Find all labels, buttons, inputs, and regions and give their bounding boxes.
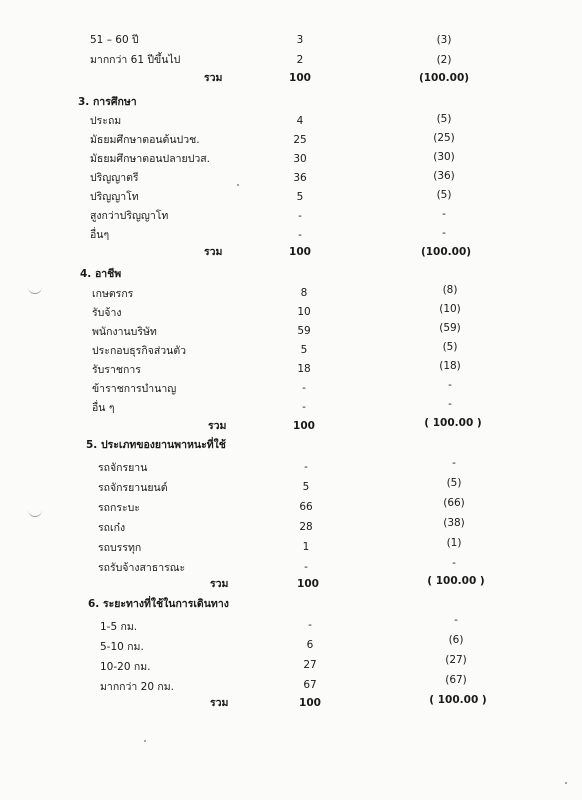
row-percent: - xyxy=(452,557,456,569)
row-count: 4 xyxy=(296,115,304,127)
row-count: 2 xyxy=(296,54,304,66)
row-percent: (2) xyxy=(436,54,452,66)
total-label: รวม xyxy=(208,420,227,432)
row-count: 8 xyxy=(300,287,308,299)
row-count: - xyxy=(304,561,308,573)
row-count: 6 xyxy=(306,639,314,651)
row-label: อื่น ๆ xyxy=(92,402,115,414)
section-title: 3. การศึกษา xyxy=(78,96,137,108)
row-label: ปริญญาตรี xyxy=(90,172,139,184)
row-label: รถจักรยาน xyxy=(98,462,148,474)
row-count: 5 xyxy=(302,481,310,493)
total-percent: (100.00) xyxy=(418,72,470,84)
row-count: 10 xyxy=(297,306,311,318)
total-label: รวม xyxy=(210,578,229,590)
row-count: - xyxy=(308,619,312,631)
row-label: ข้าราชการบำนาญ xyxy=(92,383,177,395)
row-count: 18 xyxy=(297,363,311,375)
row-label: รถจักรยานยนต์ xyxy=(98,482,168,494)
row-label: 51 – 60 ปี xyxy=(90,34,139,46)
total-count: 100 xyxy=(289,72,311,84)
row-percent: (8) xyxy=(442,284,458,296)
row-label: รถรับจ้างสาธารณะ xyxy=(98,562,186,574)
row-percent: - xyxy=(448,379,452,391)
row-count: 67 xyxy=(303,679,317,691)
row-label: สูงกว่าปริญญาโท xyxy=(90,210,169,222)
row-count: 36 xyxy=(293,172,307,184)
row-label: รถบรรทุก xyxy=(98,542,142,554)
section-title: 5. ประเภทของยานพาหนะที่ใช้ xyxy=(86,439,226,451)
row-label: ประกอบธุรกิจส่วนตัว xyxy=(92,345,187,357)
row-count: - xyxy=(302,382,306,394)
row-label: 5-10 กม. xyxy=(100,641,144,653)
row-count: 5 xyxy=(296,191,304,203)
margin-mark xyxy=(28,508,42,517)
row-label: รับราชการ xyxy=(92,364,141,376)
row-count: 66 xyxy=(299,501,313,513)
row-label: ประถม xyxy=(90,115,122,127)
speck xyxy=(237,184,239,186)
row-percent: - xyxy=(442,227,446,239)
row-percent: (38) xyxy=(443,517,465,529)
row-percent: (67) xyxy=(445,674,467,686)
row-label: รถเก๋ง xyxy=(98,522,126,534)
row-count: - xyxy=(304,461,308,473)
row-percent: (3) xyxy=(436,34,452,46)
speck xyxy=(565,782,567,784)
row-label: มากกว่า 20 กม. xyxy=(100,681,174,693)
total-percent: ( 100.00 ) xyxy=(429,694,487,706)
row-percent: (18) xyxy=(439,360,461,372)
row-count: - xyxy=(298,229,302,241)
row-percent: - xyxy=(452,457,456,469)
row-percent: (5) xyxy=(446,477,462,489)
total-label: รวม xyxy=(204,246,223,258)
row-percent: (66) xyxy=(443,497,465,509)
row-percent: (5) xyxy=(436,189,452,201)
row-percent: - xyxy=(454,614,458,626)
row-label: 10-20 กม. xyxy=(100,661,151,673)
row-percent: (5) xyxy=(442,341,458,353)
section-title: 4. อาชีพ xyxy=(80,268,122,280)
total-percent: ( 100.00 ) xyxy=(427,575,485,587)
row-percent: (1) xyxy=(446,537,462,549)
total-count: 100 xyxy=(299,697,321,709)
row-percent: - xyxy=(448,398,452,410)
speck xyxy=(144,740,146,742)
row-percent: (59) xyxy=(439,322,461,334)
row-label: มากกว่า 61 ปีขึ้นไป xyxy=(90,54,181,66)
total-count: 100 xyxy=(297,578,319,590)
row-percent: (30) xyxy=(433,151,455,163)
row-count: 30 xyxy=(293,153,307,165)
row-label: รถกระบะ xyxy=(98,502,140,514)
row-percent: - xyxy=(442,208,446,220)
row-count: 59 xyxy=(297,325,311,337)
row-count: 28 xyxy=(299,521,313,533)
margin-mark xyxy=(28,285,42,294)
row-label: มัธยมศึกษาตอนปลายปวส. xyxy=(90,153,211,165)
row-percent: (25) xyxy=(433,132,455,144)
row-label: ปริญญาโท xyxy=(90,191,139,203)
row-count: 27 xyxy=(303,659,317,671)
row-percent: (36) xyxy=(433,170,455,182)
total-count: 100 xyxy=(293,420,315,432)
row-label: มัธยมศึกษาตอนต้นปวช. xyxy=(90,134,200,146)
row-label: รับจ้าง xyxy=(92,307,122,319)
row-count: 1 xyxy=(302,541,310,553)
row-percent: (6) xyxy=(448,634,464,646)
total-label: รวม xyxy=(204,72,223,84)
row-count: - xyxy=(298,210,302,222)
section-title: 6. ระยะทางที่ใช้ในการเดินทาง xyxy=(88,598,229,610)
row-count: 5 xyxy=(300,344,308,356)
row-label: อื่นๆ xyxy=(90,229,110,241)
row-label: พนักงานบริษัท xyxy=(92,326,157,338)
row-percent: (5) xyxy=(436,113,452,125)
total-percent: ( 100.00 ) xyxy=(424,417,482,429)
row-count: 3 xyxy=(296,34,304,46)
total-percent: (100.00) xyxy=(420,246,472,258)
row-percent: (10) xyxy=(439,303,461,315)
row-count: - xyxy=(302,401,306,413)
row-label: 1-5 กม. xyxy=(100,621,138,633)
total-label: รวม xyxy=(210,697,229,709)
row-count: 25 xyxy=(293,134,307,146)
total-count: 100 xyxy=(289,246,311,258)
row-label: เกษตรกร xyxy=(92,288,134,300)
row-percent: (27) xyxy=(445,654,467,666)
